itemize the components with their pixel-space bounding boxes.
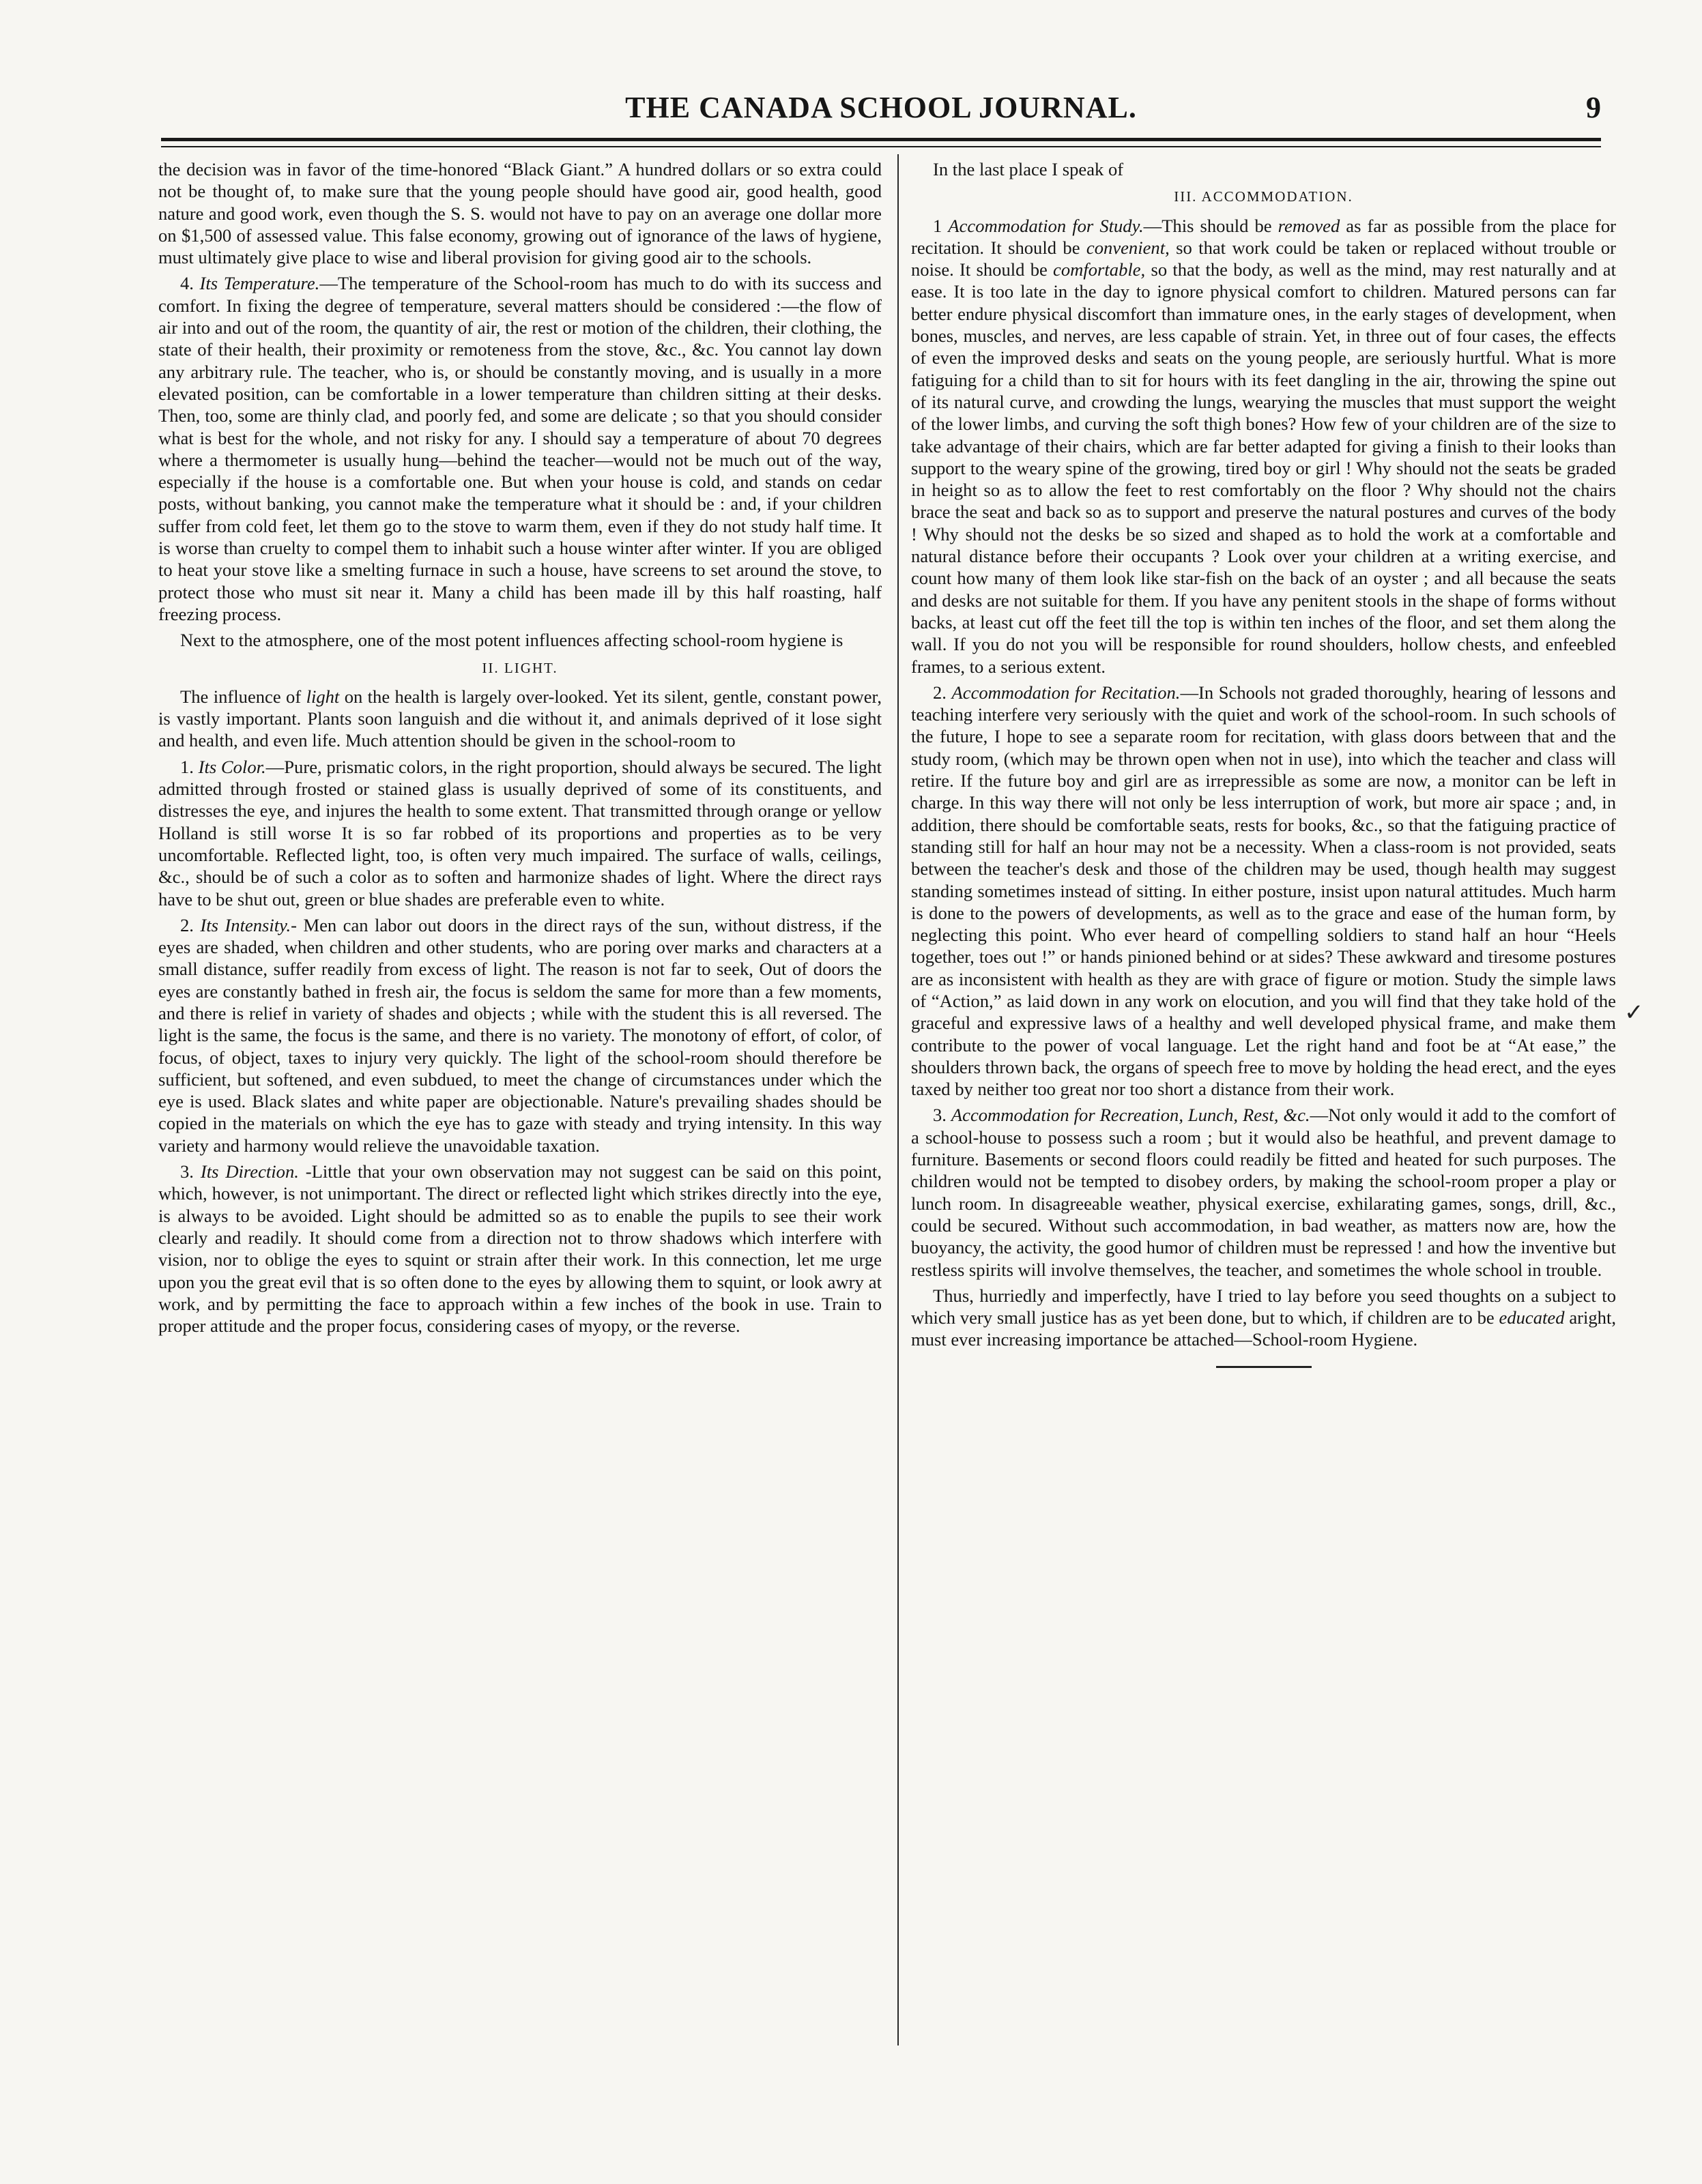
paragraph-intensity: [158, 914, 882, 1156]
paragraph-transition-light: Next to the atmosphere, one of the most potent influences affecting school-room hygiene is: [180, 630, 843, 651]
paragraph-accommodation-recreation: [911, 1104, 1616, 1280]
text-run: on the health is largely over-looked. Yet its silent, gentle, constant power, is vastly important. Plants soon languish and die without it, and animals deprived of it lose sight and health, and even life. Much attention should be given in the school-room to: [158, 686, 882, 751]
section-body: —Not only would it add to the comfort of a school-house to possess such a room ; but it would also be heathful, and prevent damage to furniture. Basements or second floors could readily be fitted and heated for such purposes. The children would not be tempted to disobey orders, by making the school-room proper a play or lunch room. In disagreeable weather, physical exercise, exhilarating games, songs, drill, &c., could be secured. Without such accommodation, in bad weather, as matters now are, how the buoyancy, the activity, the good humor of children must be repressed ! and how the inventive but restless spirits will involve themselves, the teacher, and sometimes the whole school in trouble.: [911, 1105, 1616, 1280]
paragraph-conclusion: [911, 1285, 1616, 1351]
emphasis-removed: removed: [1278, 215, 1340, 236]
section-title-intensity: Its Intensity.: [200, 914, 291, 935]
section-body: —The temperature of the School-room has much to do with its success and comfort. In fixing the degree of temperature, several matters should be considered :—the flow of air into and out of the room, the quantity of air, the rest or motion of the children, their clothing, the state of their health, their proximity or remoteness from the stove, &c., &c. You cannot lay down any arbitrary rule. The teacher, who is, or should be constantly moving, and is usually in a more elevated position, can be comfortable in a lower temperature than children sitting at their desks. Then, too, some are thinly clad, and poorly fed, and some are delicate ; so that you should consider what is best for the whole, and not risky for any. I should say a temperature of about 70 degrees where a thermometer is usually hung—behind the teacher—would not be much out of the way, especially if the house is a comfortable one. But when your house is cold, and stands on cedar posts, without banking, you cannot make the temperature what it should be : and, if your children suffer from cold feet, let them go to the stove to warm them, even if they do not study half time. It is worse than cruelty to compel them to inhabit such a house winter after winter. If you are obliged to heat your stove like a smelting furnace in such a house, have screens to set around the stove, to protect those who must sit near it. Many a child has been made ill by this half roasting, half freezing process.: [158, 273, 882, 624]
heading-light: II. LIGHT.: [482, 659, 558, 676]
section-title-temperature: Its Temperature.: [199, 273, 320, 294]
section-title-recitation: Accommodation for Recitation.: [951, 682, 1181, 703]
section-number: 4.: [180, 273, 194, 294]
article-end-rule: [1216, 1366, 1312, 1368]
header-rule-thin: [161, 146, 1601, 147]
margin-check-mark: ✓: [1624, 1000, 1644, 1025]
section-body: - Men can labor out doors in the direct rays of the sun, without distress, if the eyes are shaded, when children and other students, who are poring over marks and characters at a small distance, suffer readily from excess of light. The reason is not far to seek, Out of doors the eyes are constantly bathed in fresh air, the focus is seldom the same for more than a few moments, and there is relief in variety of shades and objects ; while with the student this is all reversed. The light is the same, the focus is the same, and there is no variety. The monotony of effort, of color, of focus, of object, taxes to injury very quickly. The light of the school-room should therefore be sufficient, but softened, and even subdued, to meet the change of circumstances under which the eye is used. Black slates and white paper are objectionable. Nature's prevailing shades should be copied in the materials on which the eye has to gaze with steady and trying intensity. In this way variety and harmony would relieve the unavoidable taxation.: [158, 914, 882, 1156]
text-run: —This should be: [1143, 215, 1278, 236]
header-rule-thick: [161, 138, 1601, 141]
section-number: 1: [933, 215, 942, 236]
section-body: -Little that your own observation may not suggest can be said on this point, which, however, is not unimportant. The direct or reflected light which strikes directly into the eye, is always to be avoided. Light should be admitted so as to enable the pupils to see their work clearly and readily. It should come from a direction not to throw shadows which interfere with vision, nor to oblige the eyes to squint or strain after their work. In this connection, let me urge upon you the great evil that is so often done to the eyes by allowing them to squint, or look awry at work, and by permitting the face to approach within a few inches of the book in use. Train to proper attitude and the proper focus, considering cases of myopy, or the reverse.: [158, 1161, 882, 1337]
running-header: [161, 87, 1601, 128]
emphasis-educated: educated: [1499, 1307, 1565, 1328]
section-number: 1.: [180, 756, 194, 777]
paragraph-temperature: [158, 272, 882, 625]
emphasis-comfortable: comfortable,: [1053, 259, 1146, 280]
section-title-recreation: Accommodation for Recreation, Lunch, Rest, &c.: [951, 1105, 1310, 1126]
paragraph-direction: [158, 1161, 882, 1337]
text-run: so that the body, as well as the mind, may rest naturally and at ease. It is too late in the day to ignore physical comfort to children. Matured persons can far better endure physical discomfort than immature ones, in the early stages of development, when bones, muscles, and nerves, are less capable of strain. Yet, in three out of four cases, the effects of even the improved desks and seats on the young people, are seriously hurtful. What is more fatiguing for a child than to sit for hours with its feet dangling in the air, throwing the spine out of its natural curve, and crowding the lungs, wearying the muscles that must support the weight of the lower limbs, and curving the soft thigh bones? How few of your children are of the size to take advantage of their chairs, which are far better adapted for giving a finish to their looks than support to the weary spine of the growing, tired boy or girl ! Why should not the seats be graded in height so as to allow the feet to rest comfortably on the floor ? Why should not the chairs brace the seat and back so as to support and preserve the natural postures and curves of the body ! Why should not the desks be so sized and shaped as to hold the work at a comfortable and natural distance before their occupants ? Look over your children at a writing exercise, and count how many of them look like star-fish on the back of an oyster ; and all because the seats and desks are not suitable for them. If you have any penitent stools in the shape of forms without backs, at least cut off the feet till the top is within ten inches of the floor, and set them along the wall. If you do not you will be responsible for round shoulders, hollow chests, and enfeebled frames, to a serious extent.: [911, 259, 1616, 677]
section-number: 2.: [933, 682, 947, 703]
text-run: Thus, hurriedly and imperfectly, have I tried to lay before you seed thoughts on a subject to which very small justice has as yet been done, but to which, if children are to be: [911, 1285, 1616, 1328]
paragraph-air-conclusion: the decision was in favor of the time-honored “Black Giant.” A hundred dollars or so extra could not be thought of, to make sure that the young people should have good air, good health, good nature and good work, even though the S. S. would not have to pay on an average one dollar more on $1,500 of assessed value. This false economy, growing out of ignorance of the laws of hygiene, must ultimately give place to wise and liberal provision for giving good air to the schools.: [158, 159, 882, 268]
section-number: 3.: [933, 1105, 947, 1126]
paragraph-color: [158, 756, 882, 910]
section-number: 2.: [180, 914, 194, 935]
right-column: [911, 158, 1616, 1368]
paragraph-transition-accommodation: In the last place I speak of: [933, 159, 1124, 179]
paragraph-light-intro: [158, 686, 882, 752]
section-body: —Pure, prismatic colors, in the right proportion, should always be secured. The light admitted through frosted or stained glass is usually deprived of some of its constituents, and distresses the eye, and injures the health to some extent. That transmitted through orange or yellow Holland is still worse It is so far robbed of its proportions and properties as to be very uncomfortable. Reflected light, too, is often very much impaired. The surface of walls, ceilings, &c., should be of such a color as to soften and harmonize shades of light. Where the direct rays have to be shut out, green or blue shades are preferable even to white.: [158, 756, 882, 909]
column-divider: [897, 154, 899, 2045]
section-body: —In Schools not graded thoroughly, hearing of lessons and teaching interfere very seriously with the quiet and work of the school-room. In such schools of the future, I hope to see a separate room for recitation, with glass doors between that and the study room, (which may be thrown open when not in use), into which the teacher and class will retire. If the future boy and girl are as irrepressible as some are now, a monitor can be left in charge. In this way there will not only be less interruption of work, but more air space ; and, in addition, there should be comfortable seats, rests for books, &c., so that the fatiguing practice of standing still for half an hour may not be a necessity. When a class-room is not provided, seats between the teacher's desk and those of the children may be used, though health may suggest standing sometimes instead of sitting. In either posture, insist upon natural attitudes. Much harm is done to the powers of developments, as well as to the grace and ease of the human form, by neglecting this point. Who ever heard of compelling soldiers to stand half an hour “Heels together, toes out !” or hands pinioned behind or at sides? These awkward and tiresome postures are as inconsistent with health as they are with grace of figure or motion. Study the simple laws of “Action,” as laid down in any work on elocution, and you will find that they take hold of the graceful and expressive laws of a healthy and well developed physical frame, and make them contribute to the power of vocal language. Let the right hand and foot be at “At ease,” the shoulders thrown back, the organs of speech free to move by holding the head erect, and the eyes taxed by neither too great nor too short a distance from their work.: [911, 682, 1616, 1100]
text-run: so that work could be taken or replaced without trouble or noise. It should be: [911, 237, 1616, 280]
page-number: 9: [1586, 91, 1601, 124]
section-number: 3.: [180, 1161, 194, 1182]
heading-accommodation: III. ACCOMMODATION.: [1174, 188, 1353, 205]
text-run: as far as possible from the place for recitation. It should be: [911, 215, 1616, 258]
left-column: [158, 158, 882, 1341]
section-title-direction: Its Direction.: [200, 1161, 299, 1182]
journal-title: THE CANADA SCHOOL JOURNAL.: [625, 91, 1137, 124]
section-title-study: Accommodation for Study.: [948, 215, 1144, 236]
section-title-color: Its Color.: [198, 756, 266, 777]
text-run: The influence of: [180, 686, 306, 707]
emphasis-light: light: [306, 686, 340, 707]
paragraph-accommodation-recitation: [911, 682, 1616, 1101]
paragraph-accommodation-study: [911, 215, 1616, 678]
emphasis-convenient: convenient,: [1086, 237, 1170, 258]
text-run: aright, must ever increasing importance be attached—School-room Hygiene.: [911, 1307, 1616, 1350]
